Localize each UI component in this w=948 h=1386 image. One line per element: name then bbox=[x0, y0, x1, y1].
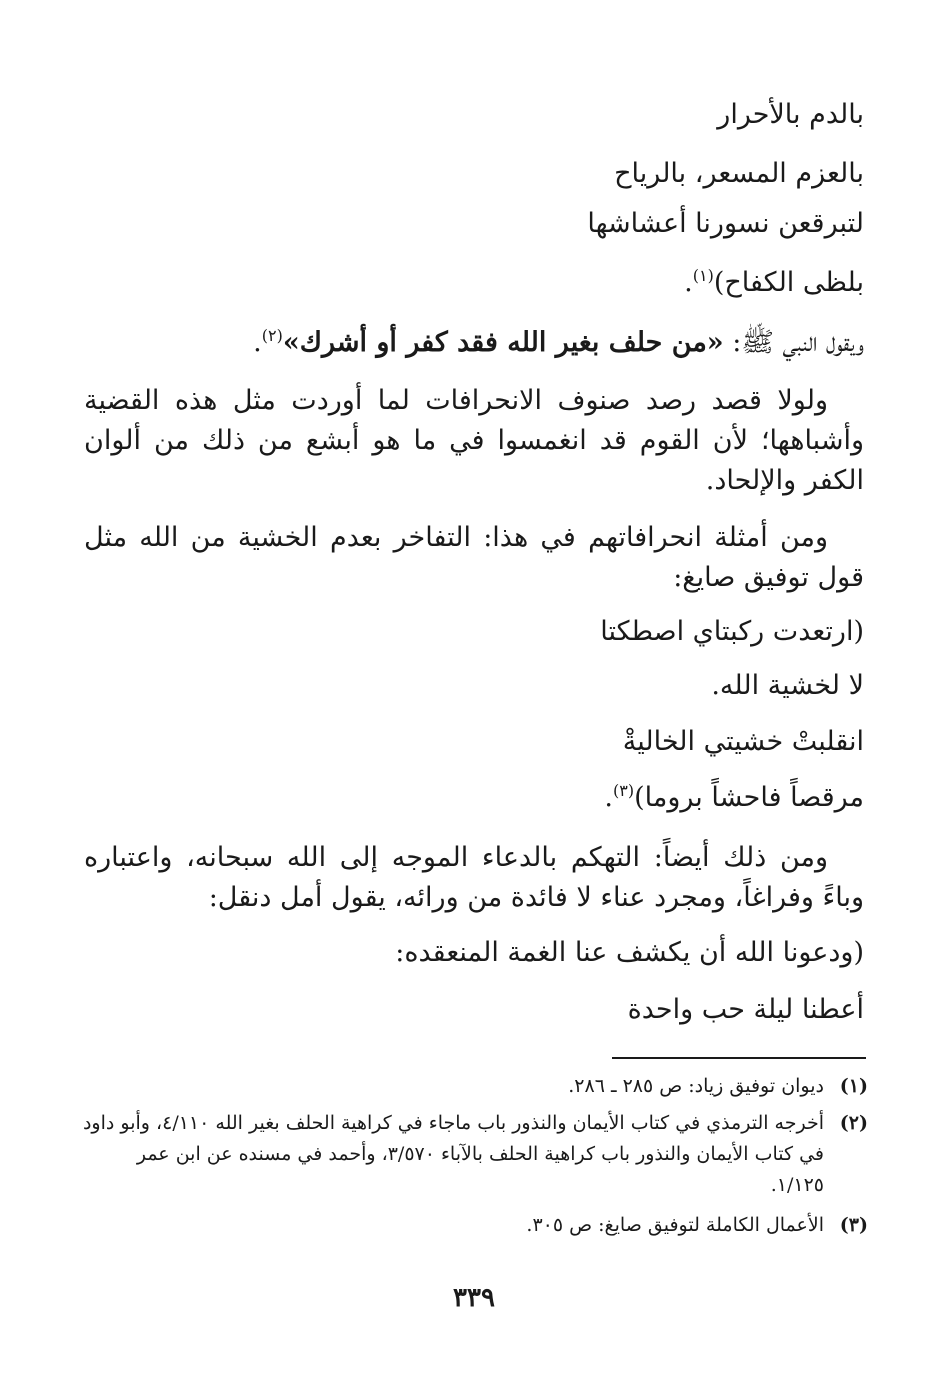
footnote-marker: (١) bbox=[692, 266, 714, 285]
poem-line: (ارتعدت ركبتاي اصطكتا bbox=[600, 616, 864, 647]
footnote-text: ديوان توفيق زياد: ص ٢٨٥ ـ ٢٨٦. bbox=[568, 1075, 824, 1097]
footnote-text: أخرجه الترمذي في كتاب الأيمان والنذور باب ماجاء في كراهية الحلف بغير الله ٤/١١٠، وأبو داود في كتاب الأيمان والنذور باب كراهية الحلف بالآباء ٣/٥٧٠، وأحمد في مسنده عن ابن عمر ١/١٢٥. bbox=[82, 1112, 824, 1196]
hadith-line: ويقول النبي ﷺ: «من حلف بغير الله فقد كفر أو أشرك»$^{(٢)}$. bbox=[253, 326, 864, 358]
poem-line: لتبرقعن نسورنا أعشاشها bbox=[587, 208, 864, 239]
poem-line: بالدم بالأحرار bbox=[717, 99, 864, 130]
paragraph-text: ولولا قصد رصد صنوف الانحرافات لما أوردت مثل هذه القضية وأشباهها؛ لأن القوم قد انغمسوا في ما هو أبشع من ذلك من ألوان الكفر والإلحاد. bbox=[84, 385, 864, 496]
poem-line: بالعزم المسعر، بالرياح bbox=[614, 158, 864, 189]
footnote-number: (١) bbox=[839, 1075, 868, 1097]
body-paragraph bbox=[84, 518, 864, 598]
poem-line-text: بلظى الكفاح) bbox=[713, 267, 864, 298]
footnote bbox=[80, 1071, 868, 1102]
paragraph-text: ومن أمثلة انحرافاتهم في هذا: التفاخر بعدم الخشية من الله مثل قول توفيق صايغ: bbox=[84, 522, 864, 593]
body-paragraph bbox=[84, 381, 864, 501]
poem-line-text: مرقصاً فاحشاً بروما) bbox=[634, 782, 864, 813]
footnote bbox=[80, 1210, 868, 1241]
footnote-marker: (٣) bbox=[613, 781, 635, 800]
hadith-intro: ويقول النبي ﷺ: bbox=[723, 327, 864, 358]
hadith-quote: «من حلف بغير الله فقد كفر أو أشرك» bbox=[282, 327, 724, 358]
body-paragraph bbox=[84, 838, 864, 918]
poem-line: بلظى الكفاح)$^{(١)}$. bbox=[684, 266, 864, 298]
footnote bbox=[80, 1108, 868, 1201]
poem-line: (ودعونا الله أن يكشف عنا الغمة المنعقده: bbox=[395, 937, 864, 968]
footnote-number: (٣) bbox=[839, 1214, 868, 1236]
poem-line: مرقصاً فاحشاً بروما)$^{(٣)}$. bbox=[604, 781, 864, 813]
footnote-marker: (٢) bbox=[261, 326, 283, 345]
poem-line: انقلبتْ خشيتي الخاليةْ bbox=[622, 726, 864, 757]
poem-line: أعطنا ليلة حب واحدة bbox=[627, 994, 864, 1025]
poem-line: لا لخشية الله. bbox=[711, 670, 864, 701]
footnote-separator bbox=[612, 1057, 866, 1059]
page-number: ٣٣٩ bbox=[453, 1283, 495, 1313]
footnote-text: الأعمال الكاملة لتوفيق صايغ: ص ٣٠٥. bbox=[526, 1214, 824, 1236]
footnote-number: (٢) bbox=[839, 1112, 868, 1134]
paragraph-text: ومن ذلك أيضاً: التهكم بالدعاء الموجه إلى الله سبحانه، واعتباره وباءً وفراغاً، ومجرد عناء لا فائدة من ورائه، يقول أمل دنقل: bbox=[84, 842, 864, 913]
